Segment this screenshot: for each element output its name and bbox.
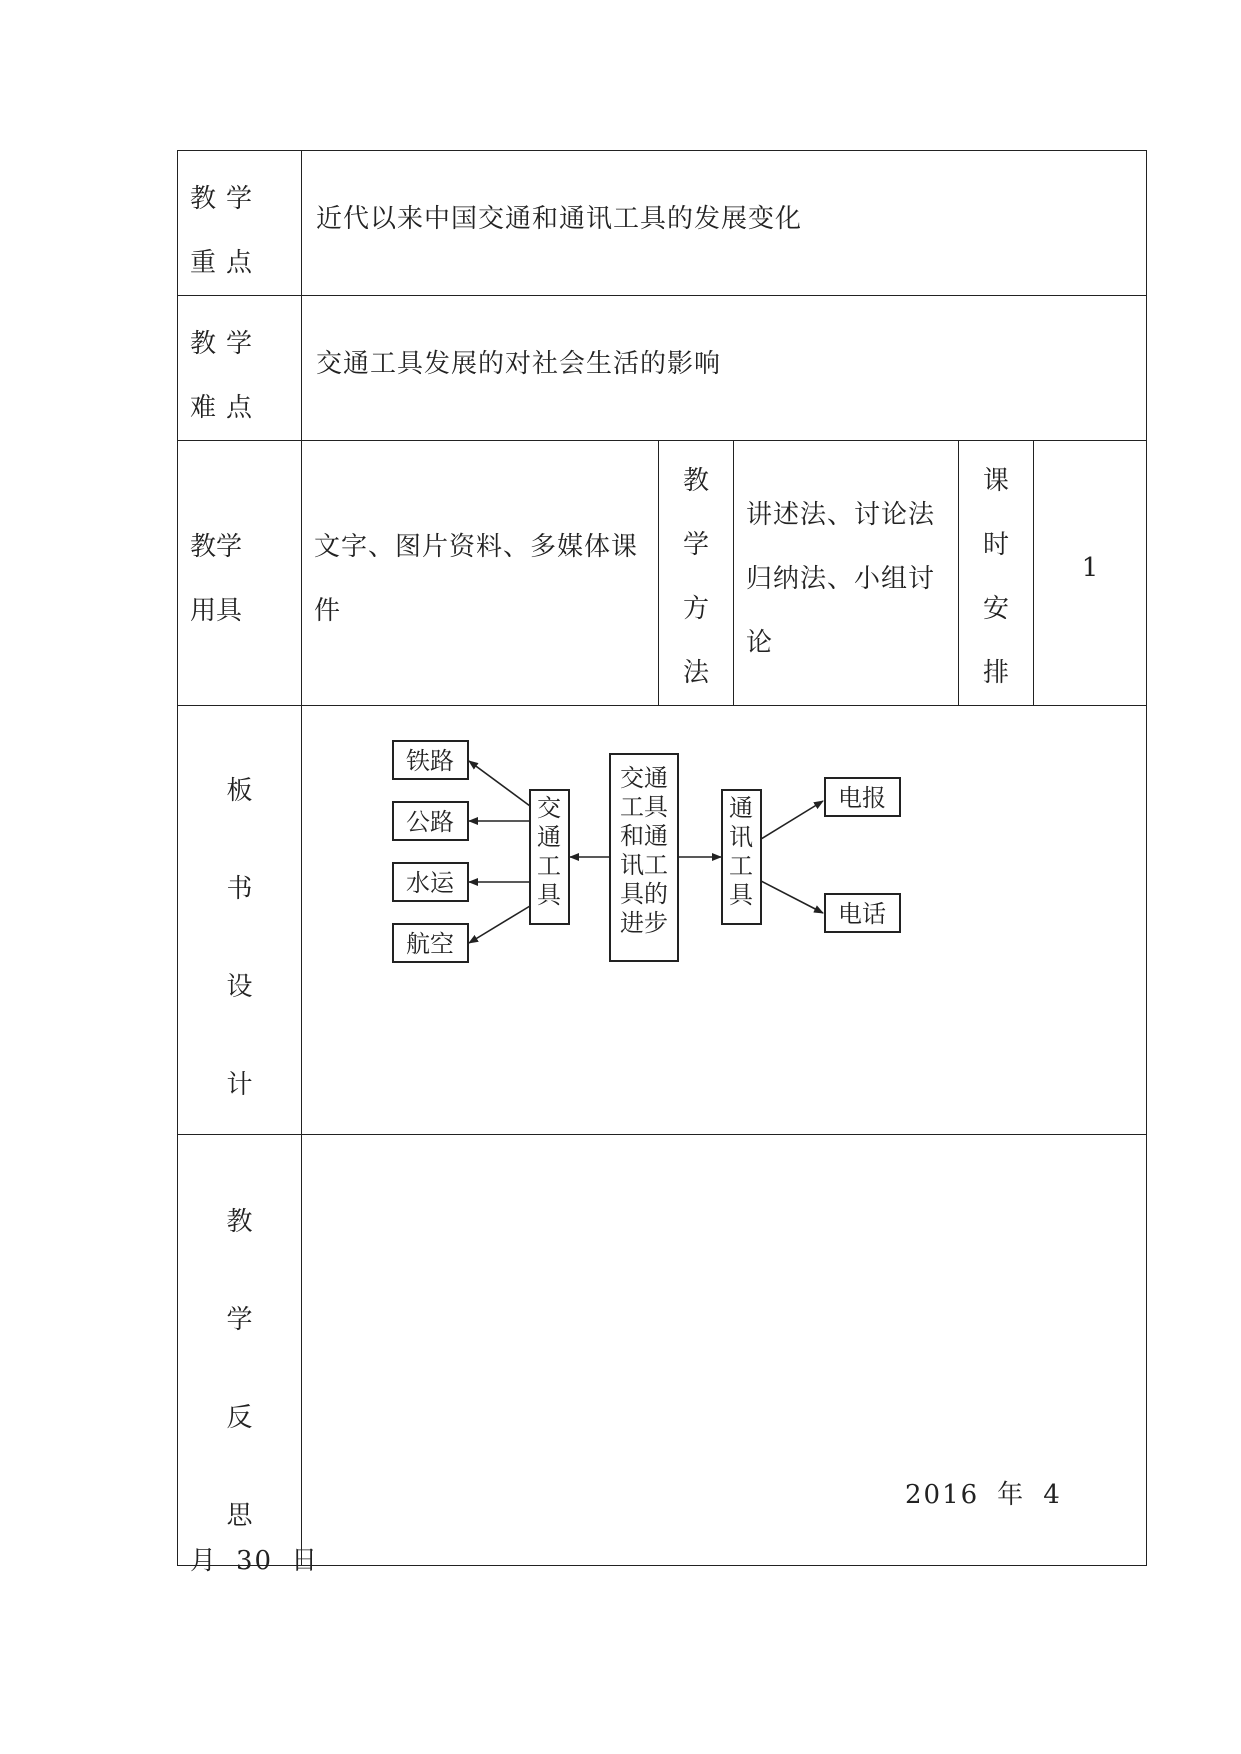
center-line: 交通 (620, 764, 668, 792)
center-node (610, 754, 678, 961)
method-label-char: 方 (682, 594, 709, 624)
transport-arrows (469, 761, 530, 943)
difficulty-label: 教学难点 (190, 329, 263, 423)
method-label-char: 学 (682, 530, 709, 560)
transport-char: 具 (537, 881, 561, 909)
item-telephone: 电话 (838, 900, 886, 928)
item-water: 水运 (406, 869, 454, 897)
comm-node (722, 790, 761, 924)
transport-char: 通 (537, 823, 561, 851)
reflection-label-char: 思 (226, 1501, 253, 1531)
key-point-cell (302, 151, 1147, 296)
hours-cell (1034, 441, 1147, 706)
tools-label-cell (178, 441, 302, 706)
tools-label-line2: 用具 (190, 596, 243, 626)
reflection-label-char: 学 (226, 1305, 253, 1335)
reflection-label-cell (178, 1135, 302, 1566)
board-label-char: 板 (226, 776, 253, 806)
method-line2: 归纳法、小组讨 (746, 564, 936, 594)
hours-label-char: 课 (982, 466, 1009, 496)
comm-items (825, 778, 900, 932)
board-label-char: 设 (226, 972, 253, 1002)
difficulty-cell (302, 296, 1147, 441)
method-line1: 讲述法、讨论法 (746, 500, 936, 530)
key-point-text: 近代以来中国交通和通讯工具的发展变化 (316, 204, 803, 234)
board-label-char: 计 (226, 1070, 253, 1100)
comm-arrows (761, 801, 823, 913)
center-line: 进步 (620, 909, 668, 937)
date-line2 (190, 1540, 337, 1577)
hours-label-char: 安 (982, 594, 1009, 624)
board-row (178, 706, 1147, 1135)
method-line3: 论 (746, 628, 774, 658)
method-cell (734, 441, 959, 706)
lesson-plan-table (177, 150, 1147, 1566)
item-air: 航空 (406, 930, 454, 958)
center-line: 讯工 (620, 851, 668, 879)
difficulty-row (178, 296, 1147, 441)
key-point-label-cell (178, 151, 302, 296)
tools-label-line1: 教学 (190, 532, 243, 562)
hours-label-char: 时 (982, 530, 1009, 560)
date-line1 (905, 1474, 1080, 1511)
date-year-unit: 年 (997, 1480, 1026, 1510)
method-label-cell (659, 441, 734, 706)
board-label-cell (178, 706, 302, 1135)
transport-node (530, 790, 569, 924)
difficulty-text: 交通工具发展的对社会生活的影响 (316, 349, 722, 379)
item-railway: 铁路 (406, 747, 454, 775)
arrow-telegraph (761, 801, 823, 839)
center-line: 工具 (620, 793, 668, 821)
comm-char: 通 (729, 794, 753, 822)
board-diagram-cell (302, 706, 1147, 1135)
item-road: 公路 (406, 808, 454, 836)
date-year: 2016 (905, 1480, 980, 1510)
board-diagram (302, 706, 1145, 1096)
comm-char: 讯 (729, 823, 753, 851)
tools-text-line1: 文字、图片资料、多媒体课 (314, 532, 639, 562)
transport-char: 交 (537, 794, 561, 822)
tools-cell (302, 441, 659, 706)
comm-char: 具 (729, 881, 753, 909)
hours-label-cell (959, 441, 1034, 706)
item-telegraph: 电报 (838, 784, 886, 812)
arrow-railway (469, 761, 530, 806)
center-line: 具的 (620, 880, 668, 908)
arrow-telephone (761, 881, 823, 913)
arrow-air (469, 906, 530, 943)
difficulty-label-cell (178, 296, 302, 441)
method-label-char: 法 (682, 658, 709, 688)
transport-char: 工 (537, 852, 561, 880)
reflection-label-char: 反 (226, 1403, 253, 1433)
board-label-char: 书 (226, 874, 253, 904)
hours-value: 1 (1081, 553, 1099, 583)
comm-char: 工 (729, 852, 753, 880)
date-month: 4 (1043, 1480, 1062, 1510)
key-point-label: 教学重点 (190, 184, 263, 278)
method-label-char: 教 (682, 466, 709, 496)
tools-row (178, 441, 1147, 706)
transport-items (393, 741, 468, 962)
hours-label-char: 排 (982, 658, 1009, 688)
reflection-label-char: 教 (226, 1207, 253, 1237)
tools-text-line2: 件 (314, 596, 342, 626)
date-day-unit: 日 (291, 1546, 320, 1576)
key-point-row (178, 151, 1147, 296)
center-line: 和通 (620, 822, 668, 850)
date-month-unit: 月 (190, 1546, 219, 1576)
date-day: 30 (236, 1546, 274, 1576)
